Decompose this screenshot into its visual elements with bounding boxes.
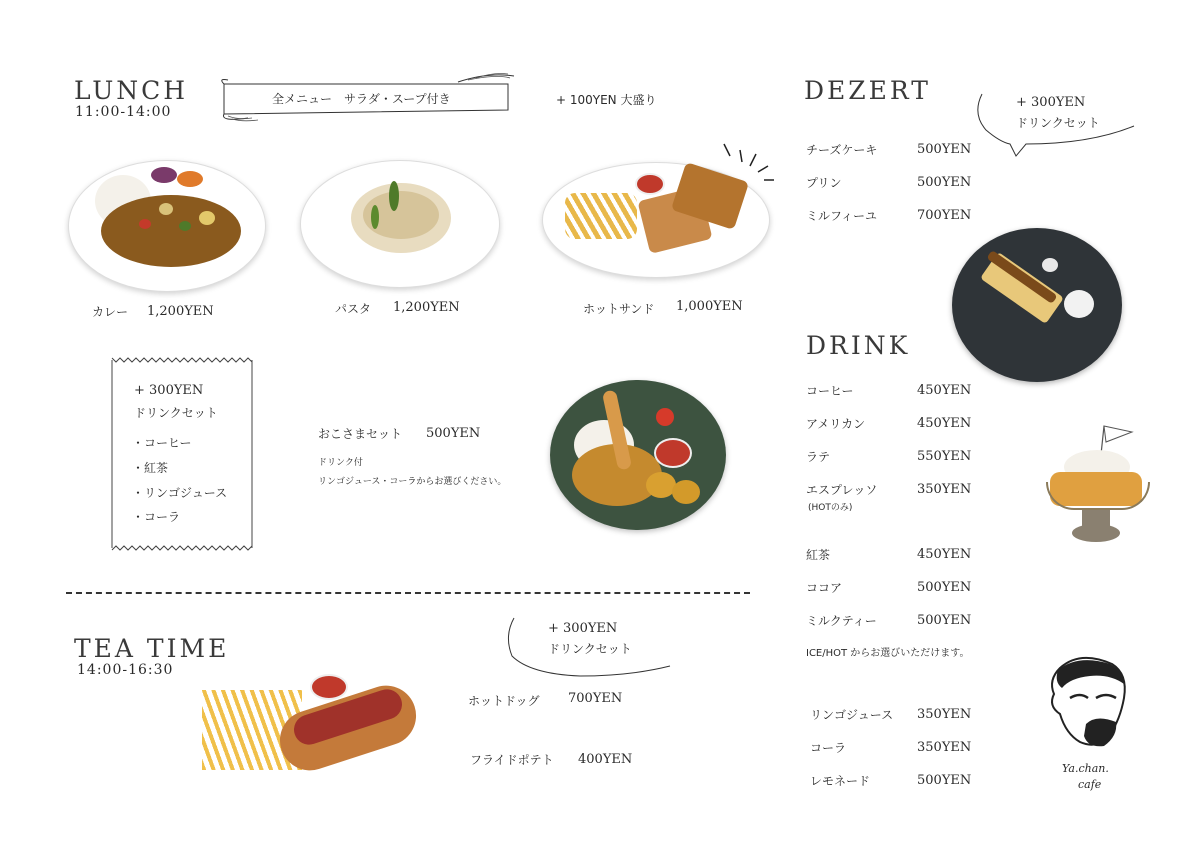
drink-name: 紅茶 [806,548,831,562]
drink-name: コーラ [810,741,847,755]
lunch-hours: 11:00-14:00 [75,104,172,120]
drink-price: 450YEN [917,383,972,398]
teatime-hours: 14:00-16:30 [77,662,174,678]
curry-name: カレー [92,305,129,319]
kids-set-note1: ドリンク付 [318,458,363,468]
dessert-item-price: 500YEN [917,175,972,190]
teatime-drinkset-price: + 300YEN [548,621,618,636]
kids-set-note2: リンゴジュース・コーラからお選びください。 [318,477,507,487]
dessert-drinkset-label: ドリンクセット [1016,116,1100,130]
pasta-price: 1,200YEN [393,300,460,315]
kids-set-image [550,380,726,530]
drink-price: 500YEN [917,613,972,628]
hotdog-price: 700YEN [568,691,623,706]
drink-price: 450YEN [917,416,972,431]
dessert-heading: DEZERT [804,76,931,105]
dessert-drinkset-price: + 300YEN [1016,95,1086,110]
drink-option: ・コーヒー [132,436,192,450]
drink-price: 500YEN [917,580,972,595]
pasta-image [300,160,500,288]
hotdog-name: ホットドッグ [468,694,540,708]
dessert-item-name: チーズケーキ [806,143,878,157]
drink-name: レモネード [810,774,871,788]
drink-name: コーヒー [806,384,854,398]
drink-name: エスプレッソ [806,483,878,497]
hot-sandwich-price: 1,000YEN [676,299,743,314]
cheesecake-image [952,228,1122,382]
curry-image [68,160,266,292]
yachan-cafe-logo [1040,654,1130,754]
drink-option: ・リンゴジュース [132,486,228,500]
drink-price: 450YEN [917,547,972,562]
drink-name: ラテ [806,450,831,464]
drink-name: ミルクティー [806,614,877,628]
drink-option: ・紅茶 [132,461,169,475]
drink-price: 500YEN [917,773,972,788]
teatime-heading: TEA TIME [74,634,230,663]
fries-price: 400YEN [578,752,633,767]
section-divider [66,592,750,594]
dessert-item-name: プリン [806,176,842,190]
ribbon-note: 全メニュー サラダ・スープ付き [272,92,451,106]
ice-hot-note: ICE/HOT からお選びいただけます。 [806,648,970,659]
large-portion-note: + 100YEN 大盛り [556,93,657,107]
hotdog-image [200,668,420,788]
drink-heading: DRINK [806,331,911,360]
drink-price: 350YEN [917,482,972,497]
drink-name: リンゴジュース [810,708,894,722]
dessert-item-price: 500YEN [917,142,972,157]
hot-sandwich-name: ホットサンド [583,302,655,316]
sparkle-lines [720,140,780,190]
drink-option: ・コーラ [132,510,181,524]
teatime-drinkset-label: ドリンクセット [548,642,632,656]
lunch-drinkset-label: ドリンクセット [134,406,218,420]
dessert-item-price: 700YEN [917,208,972,223]
espresso-note: (HOTのみ) [808,503,853,513]
dessert-item-name: ミルフィーユ [806,209,878,223]
drink-name: アメリカン [806,417,866,431]
logo-text: Ya.chan. [1062,762,1109,775]
logo-text: cafe [1078,778,1102,791]
fries-name: フライドポテト [470,753,554,767]
drink-price: 350YEN [917,740,972,755]
drink-price: 550YEN [917,449,972,464]
lunch-heading: LUNCH [74,76,189,105]
pasta-name: パスタ [335,302,372,316]
lunch-drinkset-price: + 300YEN [134,383,204,398]
kids-set-name: おこさまセット [318,427,403,441]
drink-name: ココア [806,581,843,595]
kids-set-price: 500YEN [426,426,481,441]
pudding-image [1044,420,1148,546]
curry-price: 1,200YEN [147,304,214,319]
drink-price: 350YEN [917,707,972,722]
